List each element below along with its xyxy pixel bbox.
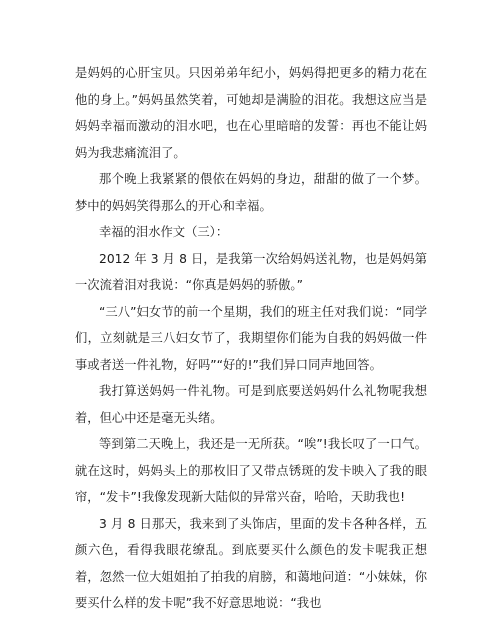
section-heading: 幸福的泪水作文（三）： [99,225,229,239]
document-body [75,60,427,617]
paragraph-5: 我打算送妈妈一件礼物。可是到底要送妈妈什么礼物呢我想着，但心中还是毫无头绪。 [75,384,427,425]
paragraph-1: 是妈妈的心肝宝贝。只因弟弟年纪小，妈妈得把更多的精力花在他的身上。”妈妈虽然笑着，可她却是满脸的泪花。我想这应当是妈妈幸福而激动的泪水吧，也在心里暗暗的发誓：再也不能让妈妈为我悲痛流泪了。 [75,66,427,160]
paragraph-2: 那个晚上我紧紧的偎依在妈妈的身边，甜甜的做了一个梦。梦中的妈妈笑得那么的开心和幸福。 [75,172,427,213]
paragraph-3: 2012 年 3 月 8 日，是我第一次给妈妈送礼物，也是妈妈第一次流着泪对我说：“你真是妈妈的骄傲。” [75,251,427,292]
paragraph-7: 3 月 8 日那天，我来到了头饰店，里面的发卡各种各样，五颜六色，看得我眼花缭乱。到底要买什么颜色的发卡呢我正想着，忽然一位大姐姐拍了拍我的肩膀，和蔼地问道：“小妹妹，你要买什么样的发卡呢”我不好意思地说：“我也 [75,516,427,610]
paragraph-6: 等到第二天晚上，我还是一无所获。“唉”!我长叹了一口气。就在这时，妈妈头上的那枚旧了又带点锈斑的发卡映入了我的眼帘，“发卡”!我像发现新大陆似的异常兴奋，哈哈，天助我也! [75,437,427,504]
paragraph-4: “三八”妇女节的前一个星期，我们的班主任对我们说：“同学们，立刻就是三八妇女节了，我期望你们能为自我的妈妈做一件事或者送一件礼物，好吗”“好的!”我们异口同声地回答。 [75,304,427,372]
